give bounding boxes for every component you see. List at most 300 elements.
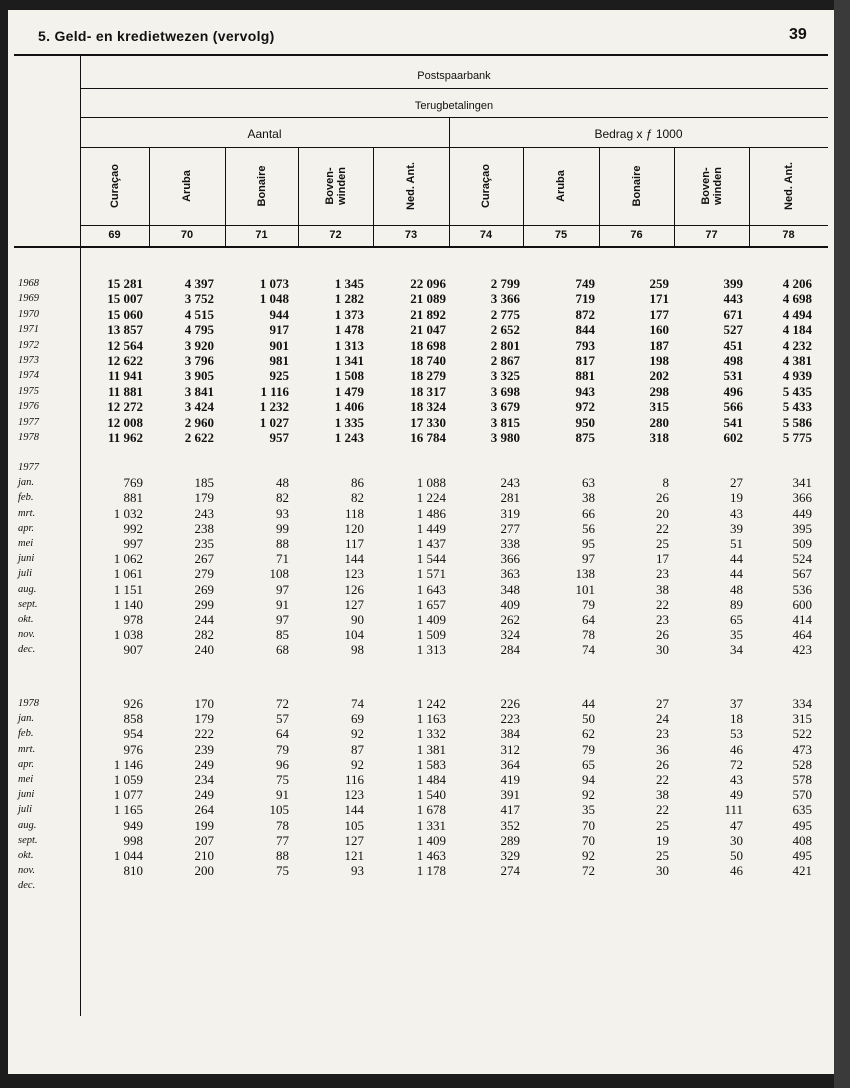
table-cell: 74 <box>351 696 364 711</box>
table-cell: 50 <box>582 711 595 727</box>
table-cell: 75 <box>276 863 289 879</box>
column-number: 74 <box>479 229 493 241</box>
table-cell: 38 <box>656 787 669 803</box>
table-cell: 1 242 <box>416 696 446 711</box>
table-cell: 12 622 <box>107 353 143 368</box>
column-header: Curaçao <box>480 163 492 209</box>
table-cell: 976 <box>123 741 143 757</box>
table-cell: 881 <box>123 490 143 506</box>
table-cell: 105 <box>344 817 364 833</box>
table-cell: 280 <box>649 414 669 430</box>
table-cell: 566 <box>723 399 743 415</box>
table-cell: 79 <box>276 741 289 757</box>
table-cell: 39 <box>730 520 743 536</box>
table-cell: 18 317 <box>410 383 446 399</box>
table-cell: 858 <box>123 711 143 727</box>
rule-above-colnums <box>80 225 828 226</box>
column-number: 72 <box>329 229 342 241</box>
table-cell: 234 <box>194 772 214 787</box>
table-cell: 319 <box>500 505 520 521</box>
table-cell: 238 <box>194 520 214 536</box>
table-cell: 21 047 <box>410 322 446 338</box>
table-cell: 26 <box>656 490 669 506</box>
table-cell: 75 <box>276 772 289 787</box>
column-number: 69 <box>108 229 121 241</box>
table-cell: 46 <box>730 863 743 879</box>
table-cell: 1 449 <box>416 520 446 536</box>
table-cell: 528 <box>792 756 812 772</box>
table-cell: 352 <box>500 817 520 833</box>
table-cell: 464 <box>792 627 812 643</box>
row-label: dec. <box>18 644 36 656</box>
table-cell: 391 <box>500 787 520 803</box>
table-cell: 92 <box>351 726 364 742</box>
table-cell: 495 <box>792 848 812 863</box>
table-cell: 79 <box>582 596 595 612</box>
table-cell: 417 <box>500 802 520 818</box>
table-cell: 30 <box>730 832 743 848</box>
table-cell: 495 <box>792 817 812 833</box>
table-cell: 901 <box>269 337 289 353</box>
table-cell: 329 <box>500 848 520 863</box>
table-cell: 1 335 <box>334 414 364 430</box>
table-cell: 366 <box>792 490 812 506</box>
column-header: Aruba <box>181 170 193 202</box>
table-cell: 423 <box>792 642 812 658</box>
row-label: nov. <box>18 629 36 641</box>
table-cell: 92 <box>582 787 595 803</box>
table-cell: 47 <box>730 817 743 833</box>
row-label: okt. <box>18 614 34 625</box>
table-cell: 925 <box>269 368 289 384</box>
table-cell: 473 <box>792 741 812 757</box>
table-cell: 62 <box>582 726 595 742</box>
table-cell: 1 345 <box>334 276 364 291</box>
table-cell: 262 <box>500 612 520 627</box>
table-cell: 12 272 <box>107 399 143 415</box>
table-cell: 567 <box>792 566 812 582</box>
table-cell: 443 <box>723 291 743 307</box>
table-cell: 43 <box>730 505 743 521</box>
table-cell: 71 <box>276 551 289 567</box>
column-header: Bonaire <box>255 165 268 207</box>
table-cell: 1 437 <box>416 536 446 551</box>
table-cell: 202 <box>649 368 669 384</box>
table-cell: 419 <box>500 772 520 787</box>
row-label: mei <box>18 774 34 785</box>
table-cell: 92 <box>351 756 364 772</box>
table-cell: 23 <box>656 612 669 627</box>
table-cell: 91 <box>276 596 289 612</box>
table-cell: 3 905 <box>184 368 214 384</box>
row-label: 1978 <box>18 698 39 709</box>
row-label: 1972 <box>18 339 39 351</box>
table-cell: 144 <box>344 551 364 567</box>
table-cell: 34 <box>730 642 743 658</box>
table-cell: 408 <box>792 832 812 848</box>
table-cell: 8 <box>662 475 669 491</box>
table-cell: 199 <box>194 817 214 833</box>
table-cell: 3 679 <box>490 399 520 415</box>
table-cell: 210 <box>194 848 214 863</box>
table-cell: 1 027 <box>259 414 289 430</box>
table-cell: 366 <box>500 551 520 567</box>
table-cell: 2 652 <box>490 322 520 338</box>
table-cell: 998 <box>123 832 143 848</box>
table-cell: 3 325 <box>490 368 520 384</box>
table-cell: 170 <box>194 696 214 711</box>
table-cell: 972 <box>575 399 595 415</box>
table-cell: 12 564 <box>107 337 143 353</box>
column-header: Curaçao <box>108 163 121 209</box>
row-label: juli <box>18 568 33 580</box>
table-cell: 64 <box>276 726 289 742</box>
row-label: aug. <box>18 583 37 595</box>
table-cell: 249 <box>194 787 214 803</box>
table-cell: 18 324 <box>410 399 446 415</box>
table-cell: 116 <box>344 772 364 787</box>
row-label: feb. <box>18 492 34 504</box>
table-cell: 3 920 <box>184 337 214 353</box>
table-cell: 1 313 <box>334 337 364 353</box>
table-cell: 179 <box>194 490 214 506</box>
table-cell: 127 <box>344 596 364 612</box>
table-cell: 1 657 <box>416 596 446 612</box>
table-cell: 1 282 <box>334 291 364 307</box>
table-cell: 324 <box>500 627 520 643</box>
table-cell: 872 <box>575 306 595 322</box>
table-cell: 4 939 <box>782 368 812 384</box>
table-cell: 950 <box>575 414 595 430</box>
table-cell: 1 643 <box>416 581 446 597</box>
table-cell: 3 980 <box>490 430 520 445</box>
table-cell: 917 <box>269 322 289 338</box>
table-cell: 49 <box>730 787 743 803</box>
row-label: apr. <box>18 522 35 534</box>
table-cell: 793 <box>575 337 595 353</box>
table-cell: 249 <box>194 756 214 772</box>
row-label: okt. <box>18 850 34 861</box>
table-cell: 1 151 <box>113 581 143 597</box>
table-cell: 222 <box>194 726 214 742</box>
table-cell: 91 <box>276 787 289 803</box>
row-label: aug. <box>18 819 37 831</box>
table-cell: 21 892 <box>410 306 446 322</box>
table-cell: 992 <box>123 520 143 536</box>
column-number: 78 <box>782 229 795 241</box>
table-cell: 1 048 <box>259 291 289 307</box>
table-cell: 578 <box>792 772 812 787</box>
table-cell: 281 <box>500 490 520 506</box>
table-cell: 4 494 <box>782 306 812 322</box>
rule-below-colnums <box>14 246 828 248</box>
table-cell: 96 <box>276 756 289 772</box>
row-label: sept. <box>18 834 38 846</box>
table-cell: 5 435 <box>782 383 812 399</box>
table-cell: 409 <box>500 596 520 612</box>
table-cell: 4 232 <box>782 337 812 353</box>
column-header: Ned. Ant. <box>405 162 417 210</box>
table-cell: 3 796 <box>184 353 214 368</box>
table-cell: 22 <box>656 772 669 787</box>
table-cell: 101 <box>575 581 595 597</box>
table-cell: 1 313 <box>416 642 446 658</box>
table-cell: 1 331 <box>416 817 446 833</box>
group-title: Postspaarbank <box>417 70 491 82</box>
table-cell: 1 140 <box>113 596 143 612</box>
table-cell: 18 279 <box>410 368 446 384</box>
column-header: Boven- winden <box>699 167 724 205</box>
stub-rule <box>80 56 81 1016</box>
table-cell: 944 <box>269 306 289 322</box>
table-cell: 18 <box>730 711 743 727</box>
table-cell: 35 <box>582 802 595 818</box>
row-label: apr. <box>18 758 35 770</box>
column-number: 77 <box>705 229 718 241</box>
rule-below-group <box>80 88 828 89</box>
table-cell: 749 <box>575 276 595 291</box>
table-cell: 27 <box>656 696 669 711</box>
table-cell: 90 <box>351 612 364 627</box>
table-cell: 1 163 <box>416 711 446 727</box>
table-cell: 1 486 <box>416 505 446 521</box>
table-cell: 267 <box>194 551 214 567</box>
table-cell: 11 881 <box>107 383 143 399</box>
table-cell: 348 <box>500 581 520 597</box>
table-cell: 363 <box>500 566 520 582</box>
table-cell: 117 <box>344 536 364 551</box>
table-cell: 120 <box>344 520 364 536</box>
table-cell: 2 622 <box>184 430 214 445</box>
table-cell: 1 540 <box>416 787 446 803</box>
table-cell: 1 077 <box>113 787 143 803</box>
table-cell: 27 <box>730 475 743 491</box>
table-cell: 185 <box>194 475 214 491</box>
table-cell: 24 <box>656 711 669 727</box>
table-cell: 104 <box>344 627 364 643</box>
table-cell: 1 332 <box>416 726 446 742</box>
row-label: 1968 <box>18 278 39 289</box>
table-cell: 3 366 <box>490 291 520 307</box>
table-cell: 86 <box>351 475 364 491</box>
table-cell: 240 <box>194 642 214 658</box>
table-cell: 26 <box>656 627 669 643</box>
table-cell: 177 <box>649 306 669 322</box>
table-cell: 1 044 <box>113 848 143 863</box>
table-cell: 395 <box>792 520 812 536</box>
table-cell: 1 038 <box>113 627 143 643</box>
bedrag-title: Bedrag x ƒ 1000 <box>594 127 683 141</box>
table-cell: 5 433 <box>782 399 812 415</box>
table-cell: 3 424 <box>184 399 214 415</box>
table-cell: 88 <box>276 848 289 863</box>
table-cell: 1 146 <box>113 756 143 772</box>
table-cell: 1 409 <box>416 612 446 627</box>
table-cell: 97 <box>582 551 595 567</box>
row-label: jan. <box>18 713 35 725</box>
table-cell: 38 <box>656 581 669 597</box>
table-cell: 3 841 <box>184 383 214 399</box>
table-cell: 126 <box>344 581 364 597</box>
table-cell: 318 <box>649 430 669 445</box>
table-cell: 600 <box>792 596 812 612</box>
table-cell: 315 <box>792 711 812 727</box>
table-cell: 810 <box>123 863 143 879</box>
table-cell: 15 281 <box>107 276 143 291</box>
table-cell: 68 <box>276 642 289 658</box>
table-cell: 30 <box>656 642 669 658</box>
table-cell: 87 <box>351 741 364 757</box>
table-cell: 334 <box>792 696 812 711</box>
table-cell: 223 <box>500 711 520 727</box>
binding-edge <box>834 0 850 1088</box>
table-cell: 259 <box>649 276 669 291</box>
row-label: 1974 <box>18 370 39 382</box>
row-label: juni <box>18 789 35 801</box>
table-cell: 3 815 <box>490 414 520 430</box>
table-cell: 1 116 <box>260 383 289 399</box>
table-cell: 338 <box>500 536 520 551</box>
table-cell: 1 059 <box>113 772 143 787</box>
table-cell: 66 <box>582 505 595 521</box>
row-label: 1976 <box>18 401 39 413</box>
table-cell: 1 032 <box>113 505 143 521</box>
table-cell: 496 <box>723 383 743 399</box>
table-cell: 364 <box>500 756 520 772</box>
table-cell: 82 <box>351 490 364 506</box>
rule-below-aantal <box>80 147 828 148</box>
table-cell: 243 <box>194 505 214 521</box>
table-cell: 2 801 <box>490 337 520 353</box>
table-cell: 123 <box>344 566 364 582</box>
row-label: sept. <box>18 598 38 610</box>
table-cell: 315 <box>649 399 669 415</box>
table-cell: 21 089 <box>410 291 446 307</box>
table-cell: 25 <box>656 848 669 863</box>
table-cell: 243 <box>500 475 520 491</box>
row-label: mei <box>18 538 34 549</box>
table-cell: 4 206 <box>782 276 812 291</box>
table-cell: 65 <box>730 612 743 627</box>
table-cell: 19 <box>656 832 669 848</box>
table-cell: 264 <box>194 802 214 818</box>
table-cell: 1 406 <box>334 399 364 415</box>
table-cell: 981 <box>269 353 289 368</box>
table-cell: 881 <box>575 368 595 384</box>
column-header: Aruba <box>555 170 567 202</box>
table-cell: 17 330 <box>410 414 446 430</box>
table-cell: 1 544 <box>416 551 446 567</box>
table-cell: 1 224 <box>416 490 446 506</box>
table-cell: 78 <box>276 817 289 833</box>
table-cell: 3 752 <box>184 291 214 307</box>
table-cell: 108 <box>269 566 289 582</box>
column-header: Ned. Ant. <box>782 162 795 210</box>
table-cell: 2 867 <box>490 353 520 368</box>
table-cell: 719 <box>575 291 595 307</box>
table-cell: 1 583 <box>416 756 446 772</box>
table-cell: 570 <box>792 787 812 803</box>
table-cell: 53 <box>730 726 743 742</box>
table-cell: 524 <box>792 551 812 567</box>
table-cell: 22 <box>656 596 669 612</box>
table-cell: 36 <box>656 741 669 757</box>
table-cell: 35 <box>730 627 743 643</box>
table-cell: 312 <box>500 741 520 757</box>
table-cell: 15 060 <box>107 306 143 322</box>
table-cell: 44 <box>730 566 743 582</box>
table-cell: 93 <box>276 505 289 521</box>
table-cell: 18 698 <box>410 337 446 353</box>
table-cell: 65 <box>582 756 595 772</box>
column-header: Boven- winden <box>323 167 348 205</box>
table-cell: 179 <box>194 711 214 727</box>
table-cell: 48 <box>276 475 289 491</box>
table-cell: 817 <box>575 353 595 368</box>
table-cell: 949 <box>123 817 143 833</box>
row-label: feb. <box>18 728 34 740</box>
table-cell: 144 <box>344 802 364 818</box>
table-cell: 978 <box>123 612 143 627</box>
table-cell: 1 463 <box>416 848 446 863</box>
table-cell: 50 <box>730 848 743 863</box>
row-label: 1973 <box>18 355 39 366</box>
table-cell: 92 <box>582 848 595 863</box>
table-cell: 282 <box>194 627 214 643</box>
table-cell: 200 <box>194 863 214 879</box>
table-cell: 399 <box>723 276 743 291</box>
table-cell: 111 <box>724 802 743 818</box>
table-cell: 25 <box>656 536 669 551</box>
table-cell: 160 <box>649 322 669 338</box>
table-cell: 44 <box>582 696 595 711</box>
page-number: 39 <box>789 26 807 43</box>
table-cell: 4 515 <box>184 306 214 322</box>
table-cell: 602 <box>723 430 743 445</box>
table-cell: 89 <box>730 596 743 612</box>
table-cell: 207 <box>194 832 214 848</box>
table-cell: 4 698 <box>782 291 812 307</box>
table-cell: 22 096 <box>410 276 446 291</box>
table-cell: 77 <box>276 832 289 848</box>
table-cell: 1 409 <box>416 832 446 848</box>
table-cell: 1 073 <box>259 276 289 291</box>
table-cell: 997 <box>123 536 143 551</box>
table-cell: 118 <box>344 505 364 521</box>
table-cell: 17 <box>656 551 669 567</box>
row-label: 1970 <box>18 308 39 320</box>
table-cell: 97 <box>276 612 289 627</box>
table-cell: 1 178 <box>416 863 446 879</box>
table-cell: 284 <box>500 642 520 658</box>
table-cell: 957 <box>269 430 289 445</box>
table-cell: 85 <box>276 627 289 643</box>
table-cell: 4 381 <box>782 353 812 368</box>
row-label: 1975 <box>18 385 39 397</box>
table-cell: 18 740 <box>410 353 446 368</box>
table-cell: 509 <box>792 536 812 551</box>
top-rule <box>14 54 828 56</box>
table-cell: 1 478 <box>334 322 364 338</box>
table-cell: 769 <box>123 475 143 491</box>
table-cell: 72 <box>730 756 743 772</box>
column-number: 70 <box>180 229 194 241</box>
table-cell: 63 <box>582 475 595 491</box>
table-cell: 522 <box>792 726 812 742</box>
table-cell: 299 <box>194 596 214 612</box>
table-cell: 4 795 <box>184 322 214 338</box>
aantal-title: Aantal <box>247 127 282 141</box>
